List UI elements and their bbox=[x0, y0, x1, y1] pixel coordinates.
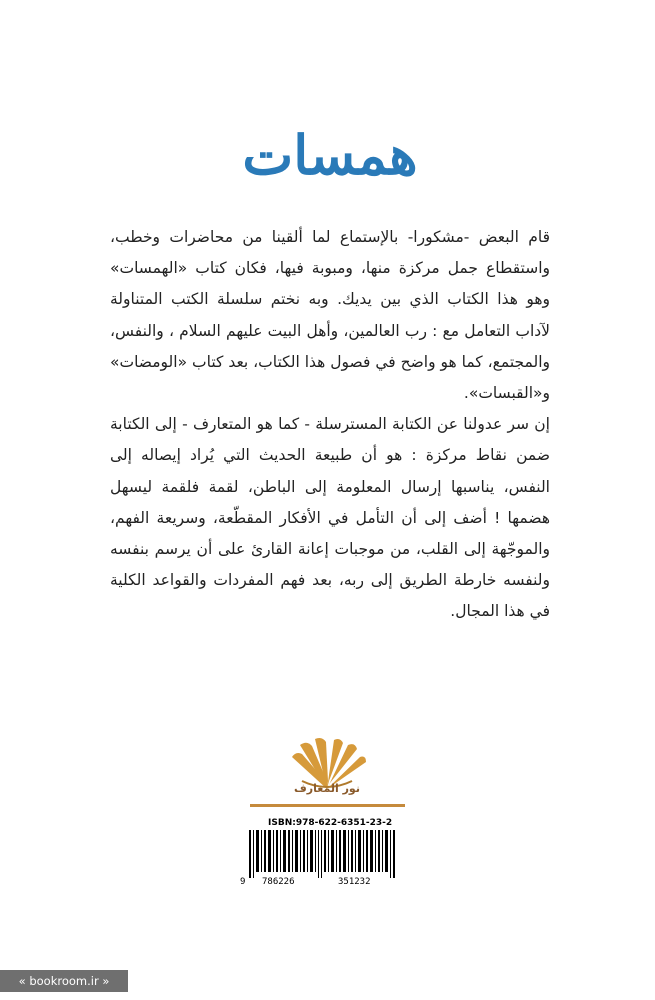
watermark: « bookroom.ir » bbox=[0, 970, 128, 992]
back-cover-text bbox=[110, 222, 550, 628]
barcode-digits-left: 786226 bbox=[262, 877, 295, 887]
barcode-digits-right: 351232 bbox=[338, 877, 371, 887]
paragraph-1: قام البعض -مشكورا- بالإستماع لما ألقينا من محاضرات وخطب، واستقطاع جمل مركزة منها، ومبوبة فيها، فكان كتاب «الهمسات» وهو هذا الكتاب الذي بين يديك. وبه نختم سلسلة الكتب المتناولة لآداب التعامل مع : رب العالمين، وأهل البيت عليهم السلام ، والنفس، والمجتمع، كما هو واضح في فصول هذا الكتاب، بعد كتاب «الومضات» و«القبسات». bbox=[110, 228, 550, 403]
isbn-label: ISBN:978-622-6351-23-2 bbox=[268, 818, 393, 828]
divider-line bbox=[250, 804, 405, 807]
barcode-icon bbox=[243, 830, 403, 878]
book-title: همسات bbox=[242, 123, 418, 187]
publisher-name: نور المعارف bbox=[294, 782, 360, 795]
paragraph-2: إن سر عدولنا عن الكتابة المسترسلة - كما هو المتعارف - إلى الكتابة ضمن نقاط مركزة : هو أن طبيعة الحديث التي يُراد إيصاله إلى النفس، يناسبها إرسال المعلومة إلى الباطن، لقمة فلقمة ليسهل هضمها ! أضف إلى أن التأمل في الأفكار المقطّعة، وسريعة الفهم، والموجّهة إلى القلب، من موجبات إعانة القارئ على أن يرسم بنفسه ولنفسه خارطة الطريق إلى ربه، بعد فهم المفردات والقواعد الكلية في هذا المجال. bbox=[110, 415, 550, 621]
barcode-digit-first: 9 bbox=[240, 877, 246, 887]
book-title-logo bbox=[220, 115, 440, 195]
